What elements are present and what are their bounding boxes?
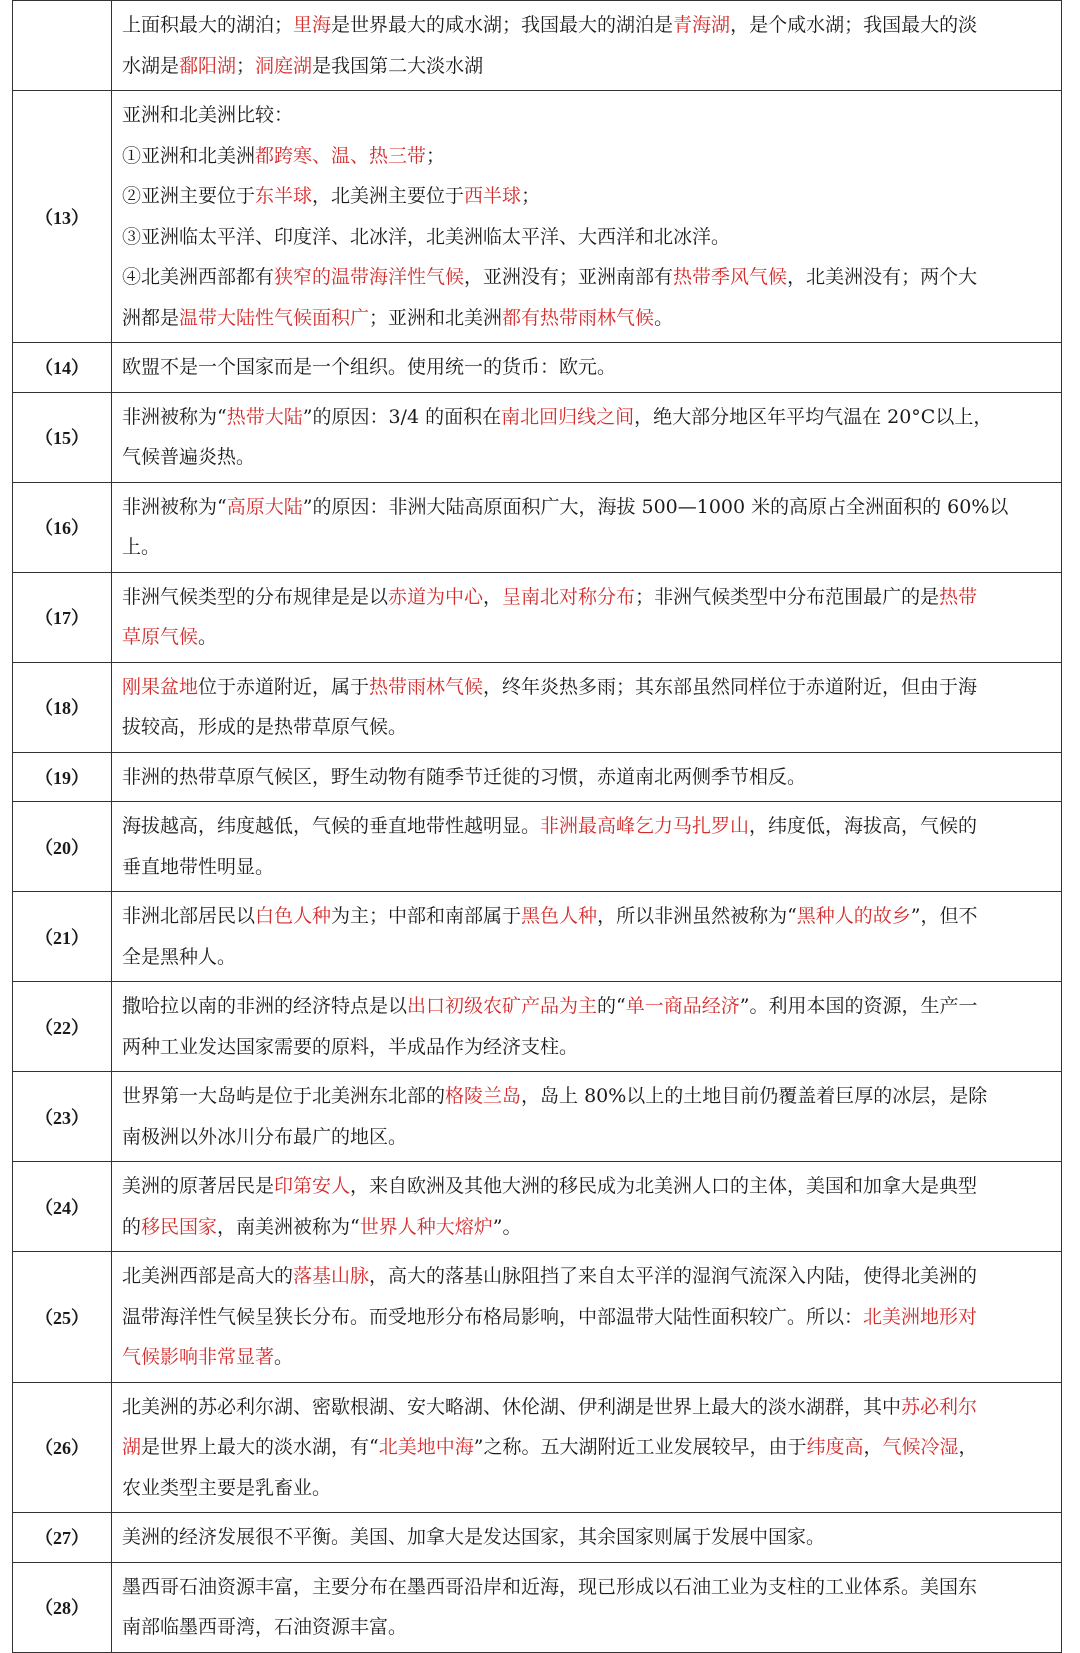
- text-line: [122, 1166, 1051, 1207]
- body-text: ②亚洲主要位于: [122, 185, 256, 207]
- table-row: [13, 1382, 1062, 1513]
- text-line: [122, 847, 1051, 888]
- item-text: [112, 1382, 1062, 1513]
- body-text: 全是黑种人。: [122, 945, 237, 968]
- body-text: 美洲的经济发展很不平衡。美国、加拿大是发达国家，其余国家则属于发展中国家。: [122, 1526, 826, 1548]
- table-row: [13, 802, 1062, 892]
- text-line: [122, 136, 1051, 177]
- text-line: [122, 347, 1051, 388]
- body-text: ；: [521, 185, 541, 207]
- text-line: [122, 527, 1051, 568]
- item-number: （22）: [13, 982, 112, 1072]
- body-text: 的“: [597, 995, 626, 1017]
- text-line: [122, 577, 1051, 618]
- body-text: 非洲北部居民以: [122, 905, 256, 927]
- item-number: （18）: [13, 662, 112, 752]
- body-text: 两种工业发达国家需要的原料，半成品作为经济支柱。: [122, 1035, 579, 1058]
- body-text: ，终年炎热多雨；其东部虽然同样位于赤道附近，但由于海: [483, 675, 978, 698]
- text-line: [122, 1387, 1051, 1428]
- item-text: [112, 1562, 1062, 1652]
- table-row: [13, 572, 1062, 662]
- item-text: [112, 982, 1062, 1072]
- text-line: [122, 1427, 1051, 1468]
- item-text: [112, 572, 1062, 662]
- body-text: 南部临墨西哥湾，石油资源丰富。: [122, 1616, 408, 1638]
- text-line: [122, 95, 1051, 136]
- table-row: [13, 343, 1062, 393]
- highlight-text: 刚果盆地: [122, 675, 199, 698]
- body-text: 。: [274, 1346, 294, 1368]
- text-line: [122, 1517, 1051, 1558]
- item-number: （21）: [13, 892, 112, 982]
- notes-table: [12, 0, 1062, 1653]
- body-text: ”。利用本国的资源，生产一: [739, 995, 978, 1017]
- text-line: [122, 986, 1051, 1027]
- body-text: ；非洲气候类型中分布范围最广的是: [635, 585, 940, 608]
- text-line: [122, 1207, 1051, 1248]
- table-row: [13, 892, 1062, 982]
- text-line: [122, 1567, 1051, 1608]
- item-text: [112, 1072, 1062, 1162]
- body-text: 南极洲以外冰川分布最广的地区。: [122, 1125, 408, 1148]
- body-text: 是世界上最大的淡水湖，有“: [141, 1436, 379, 1458]
- highlight-text: 世界人种大熔炉: [359, 1215, 493, 1238]
- item-number: （20）: [13, 802, 112, 892]
- text-line: [122, 1337, 1051, 1378]
- body-text: ，来自欧洲及其他大洲的移民成为北美洲人口的主体，美国和加拿大是典型: [350, 1175, 978, 1197]
- item-text: [112, 662, 1062, 752]
- body-text: 拔较高，形成的是热带草原气候。: [122, 716, 408, 738]
- body-text: 亚洲和北美洲比较：: [122, 104, 294, 126]
- body-text: ，绝大部分地区年平均气温在 20°C以上，: [634, 405, 993, 428]
- item-number: （16）: [13, 482, 112, 572]
- body-text: 的: [122, 1215, 142, 1238]
- highlight-text: 印第安人: [274, 1175, 351, 1197]
- item-number: （27）: [13, 1513, 112, 1563]
- body-text: ，高大的落基山脉阻挡了来自太平洋的湿润气流深入内陆，使得北美洲的: [369, 1265, 978, 1287]
- text-line: [122, 1076, 1051, 1117]
- item-number: （23）: [13, 1072, 112, 1162]
- highlight-text: 南北回归线之间: [501, 405, 635, 428]
- body-text: ”。: [492, 1215, 522, 1238]
- body-text: ；: [426, 144, 446, 167]
- highlight-text: 非洲最高峰乞力马扎罗山: [540, 815, 750, 837]
- item-number: （17）: [13, 572, 112, 662]
- item-number: （28）: [13, 1562, 112, 1652]
- body-text: ，北美洲主要位于: [312, 185, 465, 207]
- highlight-text: 白色人种: [255, 905, 332, 927]
- body-text: ”的原因：非洲大陆高原面积广大，海拔 500—1000 米的高原占全洲面积的 60%以: [302, 495, 1009, 518]
- text-line: [122, 757, 1051, 798]
- body-text: ，: [483, 585, 503, 608]
- body-text: ，: [958, 1436, 978, 1458]
- highlight-text: 气候影响非常显著: [122, 1346, 275, 1368]
- highlight-text: 洞庭湖: [255, 54, 313, 77]
- item-text: [112, 1513, 1062, 1563]
- text-line: [122, 617, 1051, 658]
- body-text: 。: [654, 306, 674, 329]
- text-line: [122, 1256, 1051, 1297]
- highlight-text: 格陵兰岛: [445, 1085, 522, 1107]
- table-row: [13, 982, 1062, 1072]
- body-text: 位于赤道附近，属于: [198, 675, 370, 698]
- text-line: [122, 298, 1051, 339]
- body-text: 是我国第二大淡水湖: [312, 54, 484, 77]
- item-number: （19）: [13, 752, 112, 802]
- body-text: ，亚洲没有；亚洲南部有: [464, 266, 674, 288]
- text-line: [122, 667, 1051, 708]
- body-text: 非洲的热带草原气候区，野生动物有随季节迁徙的习惯，赤道南北两侧季节相反。: [122, 765, 807, 788]
- body-text: ；: [236, 54, 256, 77]
- body-text: ”之称。五大湖附近工业发展较早，由于: [473, 1436, 807, 1458]
- highlight-text: 纬度高: [806, 1436, 864, 1458]
- highlight-text: 苏必利尔: [901, 1395, 978, 1418]
- highlight-text: 狭窄的温带海洋性气候: [274, 266, 465, 288]
- body-text: 上。: [122, 536, 161, 558]
- item-number: （14）: [13, 343, 112, 393]
- body-text: 美洲的原著居民是: [122, 1175, 275, 1197]
- table-row: [13, 482, 1062, 572]
- table-row: [13, 91, 1062, 343]
- body-text: 。: [198, 626, 218, 648]
- highlight-text: 热带: [939, 585, 978, 608]
- highlight-text: 移民国家: [141, 1215, 218, 1238]
- body-text: 气候普遍炎热。: [122, 446, 256, 468]
- body-text: 非洲气候类型的分布规律是是以: [122, 585, 389, 608]
- body-text: ①亚洲和北美洲: [122, 144, 256, 167]
- item-text: [112, 752, 1062, 802]
- text-line: [122, 1607, 1051, 1648]
- text-line: [122, 437, 1051, 478]
- body-text: ”的原因：3/4 的面积在: [302, 405, 502, 428]
- text-line: [122, 257, 1051, 298]
- highlight-text: 热带季风气候: [673, 266, 788, 288]
- body-text: ③亚洲临太平洋、印度洋、北冰洋，北美洲临太平洋、大西洋和北冰洋。: [122, 225, 731, 248]
- table-row: [13, 1252, 1062, 1383]
- body-text: ；亚洲和北美洲: [369, 306, 503, 329]
- highlight-text: 温带大陆性气候面积广: [179, 306, 370, 329]
- highlight-text: 单一商品经济: [625, 995, 740, 1017]
- table-row: [13, 662, 1062, 752]
- highlight-text: 出口初级农矿产品为主: [407, 995, 598, 1017]
- text-line: [122, 397, 1051, 438]
- highlight-text: 草原气候: [122, 626, 199, 648]
- body-text: ，南美洲被称为“: [217, 1215, 360, 1238]
- highlight-text: 青海湖: [673, 14, 731, 36]
- text-line: [122, 1297, 1051, 1338]
- body-text: 世界第一大岛屿是位于北美洲东北部的: [122, 1085, 446, 1107]
- body-text: 上面积最大的湖泊；: [122, 14, 294, 36]
- highlight-text: 都跨寒、温、热三带: [255, 144, 427, 167]
- text-line: [122, 487, 1051, 528]
- table-row: [13, 1513, 1062, 1563]
- highlight-text: 气候冷湿: [882, 1436, 959, 1458]
- highlight-text: 北美洲地形对: [863, 1305, 978, 1328]
- table-row: [13, 1, 1062, 91]
- text-line: [122, 1027, 1051, 1068]
- body-text: ，岛上 80%以上的土地目前仍覆盖着巨厚的冰层，是除: [521, 1085, 988, 1107]
- body-text: 为主；中部和南部属于: [331, 905, 522, 927]
- highlight-text: 鄱阳湖: [179, 54, 237, 77]
- text-line: [122, 5, 1051, 46]
- body-text: ，所以非洲虽然被称为“: [597, 905, 797, 927]
- text-line: [122, 707, 1051, 748]
- highlight-text: 黑色人种: [521, 905, 598, 927]
- body-text: 农业类型主要是乳畜业。: [122, 1476, 332, 1499]
- body-text: 非洲被称为“: [122, 495, 227, 518]
- table-row: [13, 1562, 1062, 1652]
- body-text: 洲都是: [122, 306, 180, 329]
- item-text: [112, 892, 1062, 982]
- highlight-text: 呈南北对称分布: [502, 585, 636, 608]
- item-number: （13）: [13, 91, 112, 343]
- item-text: [112, 1162, 1062, 1252]
- table-row: [13, 1072, 1062, 1162]
- item-text: [112, 482, 1062, 572]
- notes-table-body: [13, 1, 1062, 1653]
- body-text: ，北美洲没有；两个大: [787, 266, 978, 288]
- text-line: [122, 1117, 1051, 1158]
- body-text: 北美洲的苏必利尔湖、密歇根湖、安大略湖、休伦湖、伊利湖是世界上最大的淡水湖群，其中: [122, 1395, 902, 1418]
- body-text: ，是个咸水湖；我国最大的淡: [730, 14, 978, 36]
- body-text: 墨西哥石油资源丰富，主要分布在墨西哥沿岸和近海，现已形成以石油工业为支柱的工业体系。美国东: [122, 1575, 978, 1598]
- text-line: [122, 896, 1051, 937]
- text-line: [122, 176, 1051, 217]
- highlight-text: 东半球: [255, 185, 313, 207]
- highlight-text: 热带大陆: [226, 405, 303, 428]
- body-text: ”，但不: [910, 905, 978, 927]
- highlight-text: 西半球: [464, 185, 522, 207]
- item-number: （15）: [13, 392, 112, 482]
- highlight-text: 高原大陆: [226, 495, 303, 518]
- item-text: [112, 1, 1062, 91]
- highlight-text: 北美地中海: [378, 1436, 474, 1458]
- item-text: [112, 91, 1062, 343]
- body-text: ④北美洲西部都有: [122, 266, 275, 288]
- body-text: 水湖是: [122, 54, 180, 77]
- body-text: ，纬度低，海拔高，气候的: [749, 815, 978, 837]
- text-line: [122, 46, 1051, 87]
- body-text: ，: [863, 1436, 883, 1458]
- body-text: 温带海洋性气候呈狭长分布。而受地形分布格局影响，中部温带大陆性面积较广。所以：: [122, 1305, 864, 1328]
- highlight-text: 热带雨林气候: [369, 675, 484, 698]
- highlight-text: 湖: [122, 1436, 142, 1458]
- item-number: （24）: [13, 1162, 112, 1252]
- body-text: 是世界最大的咸水湖；我国最大的湖泊是: [331, 14, 674, 36]
- text-line: [122, 937, 1051, 978]
- body-text: 撒哈拉以南的非洲的经济特点是以: [122, 995, 408, 1017]
- text-line: [122, 1468, 1051, 1509]
- highlight-text: 赤道为中心: [388, 585, 484, 608]
- body-text: 北美洲西部是高大的: [122, 1265, 294, 1287]
- item-number: （25）: [13, 1252, 112, 1383]
- text-line: [122, 806, 1051, 847]
- item-text: [112, 802, 1062, 892]
- item-number: [13, 1, 112, 91]
- body-text: 欧盟不是一个国家而是一个组织。使用统一的货币：欧元。: [122, 356, 617, 378]
- table-row: [13, 392, 1062, 482]
- text-line: [122, 217, 1051, 258]
- table-row: [13, 752, 1062, 802]
- body-text: 垂直地带性明显。: [122, 855, 275, 878]
- item-text: [112, 343, 1062, 393]
- body-text: 海拔越高，纬度越低，气候的垂直地带性越明显。: [122, 815, 541, 837]
- item-text: [112, 1252, 1062, 1383]
- body-text: 非洲被称为“: [122, 405, 227, 428]
- highlight-text: 落基山脉: [293, 1265, 370, 1287]
- item-number: （26）: [13, 1382, 112, 1513]
- highlight-text: 黑种人的故乡: [796, 905, 911, 927]
- highlight-text: 都有热带雨林气候: [502, 306, 655, 329]
- highlight-text: 里海: [293, 14, 332, 36]
- table-row: [13, 1162, 1062, 1252]
- item-text: [112, 392, 1062, 482]
